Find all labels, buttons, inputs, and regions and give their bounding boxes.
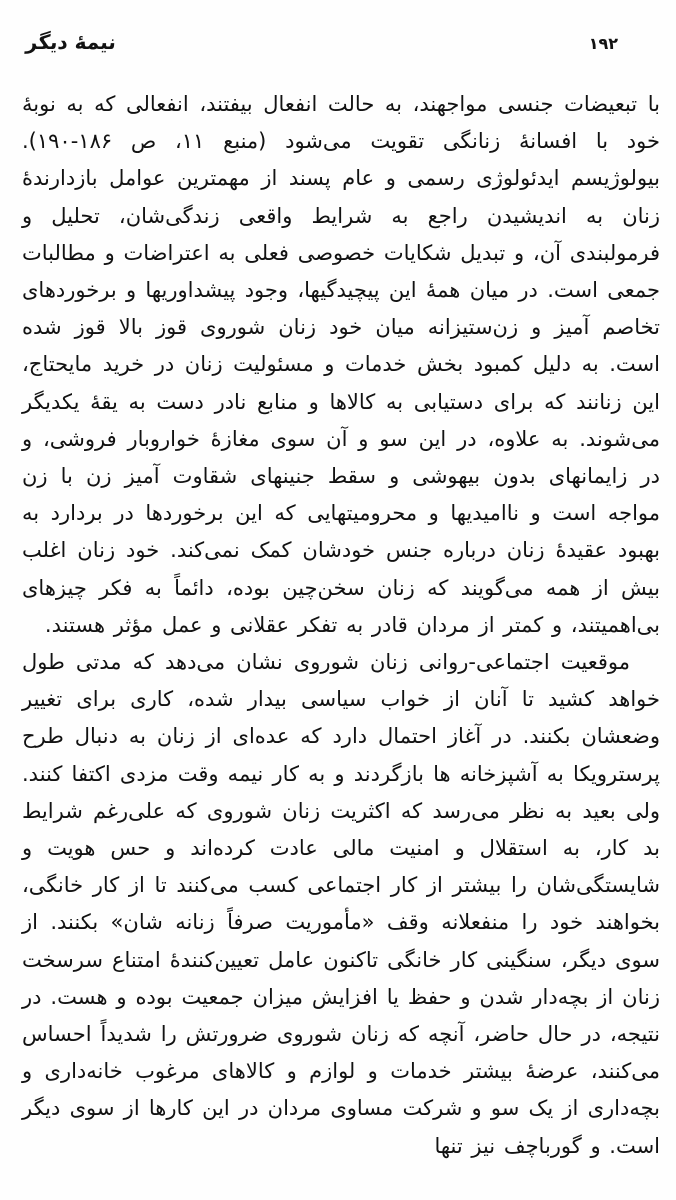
body-paragraph-2: موقعیت اجتماعی-روانی زنان شوروی نشان می‌دهد که مدتی طول خواهد کشید تا آنان از خواب سیاسی بیدار شده، کاری برای تغییر وضعشان بکنند. در آغاز احتمال دارد که عده‌ای از زنان به دنبال طرح پرسترویکا به آشپزخانه ها بازگردند و به کار نیمه وقت مزدی اکتفا کنند. ولی بعید به نظر می‌رسد که اکثریت زنان شوروی که علی‌رغم شرایط بد کار، به استقلال و امنیت مالی عادت کرده‌اند و حس هویت و شایستگی‌شان را بیشتر از کار اجتماعی کسب می‌کنند تا از کار خانگی، بخواهند خود را منفعلانه وقف «مأموریت صرفاً زنانه شان» بکنند. از سوی دیگر، سنگینی کار خانگی تاکنون عامل تعیین‌کنندهٔ امتناع سرسخت زنان از بچه‌دار شدن و حفظ یا افزایش میزان جمعیت بوده و هست. در نتیجه، در حال حاضر، آنچه که زنان شوروی ضرورتش را شدیداً احساس می‌کنند، عرضهٔ بیشتر خدمات و لوازم و کالاهای مرغوب خانه‌داری و بچه‌داری از یک سو و شرکت مساوی مردان در این کارها از سوی دیگر است. و گورباچف نیز تنها (22, 650, 660, 1158)
page-header (26, 30, 660, 64)
page-body (22, 86, 660, 1165)
running-title: نیمهٔ دیگر (25, 30, 117, 54)
page-number: ۱۹۲ (588, 34, 618, 53)
body-paragraph-1: با تبعیضات جنسی مواجهند، به حالت انفعال بیفتند، انفعالی که به نوبهٔ خود با افسانهٔ زنانگی تقویت می‌شود (منبع ۱۱، ص ۱۸۶-۱۹۰). بیولوژیسم ایدئولوژی رسمی و عام پسند از مهمترین عوامل بازدارندهٔ زنان به اندیشیدن راجع به شرایط واقعی زندگی‌شان، تحلیل و فرمولبندی آن، و تبدیل شکایات خصوصی فعلی به اعتراضات و مطالبات جمعی است. در میان همهٔ این پیچیدگیها، وجود پیشداوریها و برخوردهای تخاصم آمیز و زن‌ستیزانه میان خود زنان شوروی قوز بالا قوز شده است. به دلیل کمبود بخش خدمات و مسئولیت زنان در خرید مایحتاج، این زنانند که برای دستیابی به کالاها و منابع نادر دست به یقهٔ یکدیگر می‌شوند. به علاوه، در این سو و آن سوی مغازهٔ خواروبار فروشی، و در زایمانهای بدون بیهوشی و سقط جنینهای شقاوت آمیز زن با زن مواجه است و ناامیدیها و محرومیتهایی که این برخوردها در بردارد به بهبود عقیدهٔ زنان درباره جنس خودشان کمک نمی‌کند. خود زنان اغلب بیش از همه می‌گویند که زنان سخن‌چین بوده، دائماً به فکر چیزهای بی‌اهمیتند، و کمتر از مردان قادر به تفکر عقلانی و عمل مؤثر هستند. (22, 92, 660, 637)
